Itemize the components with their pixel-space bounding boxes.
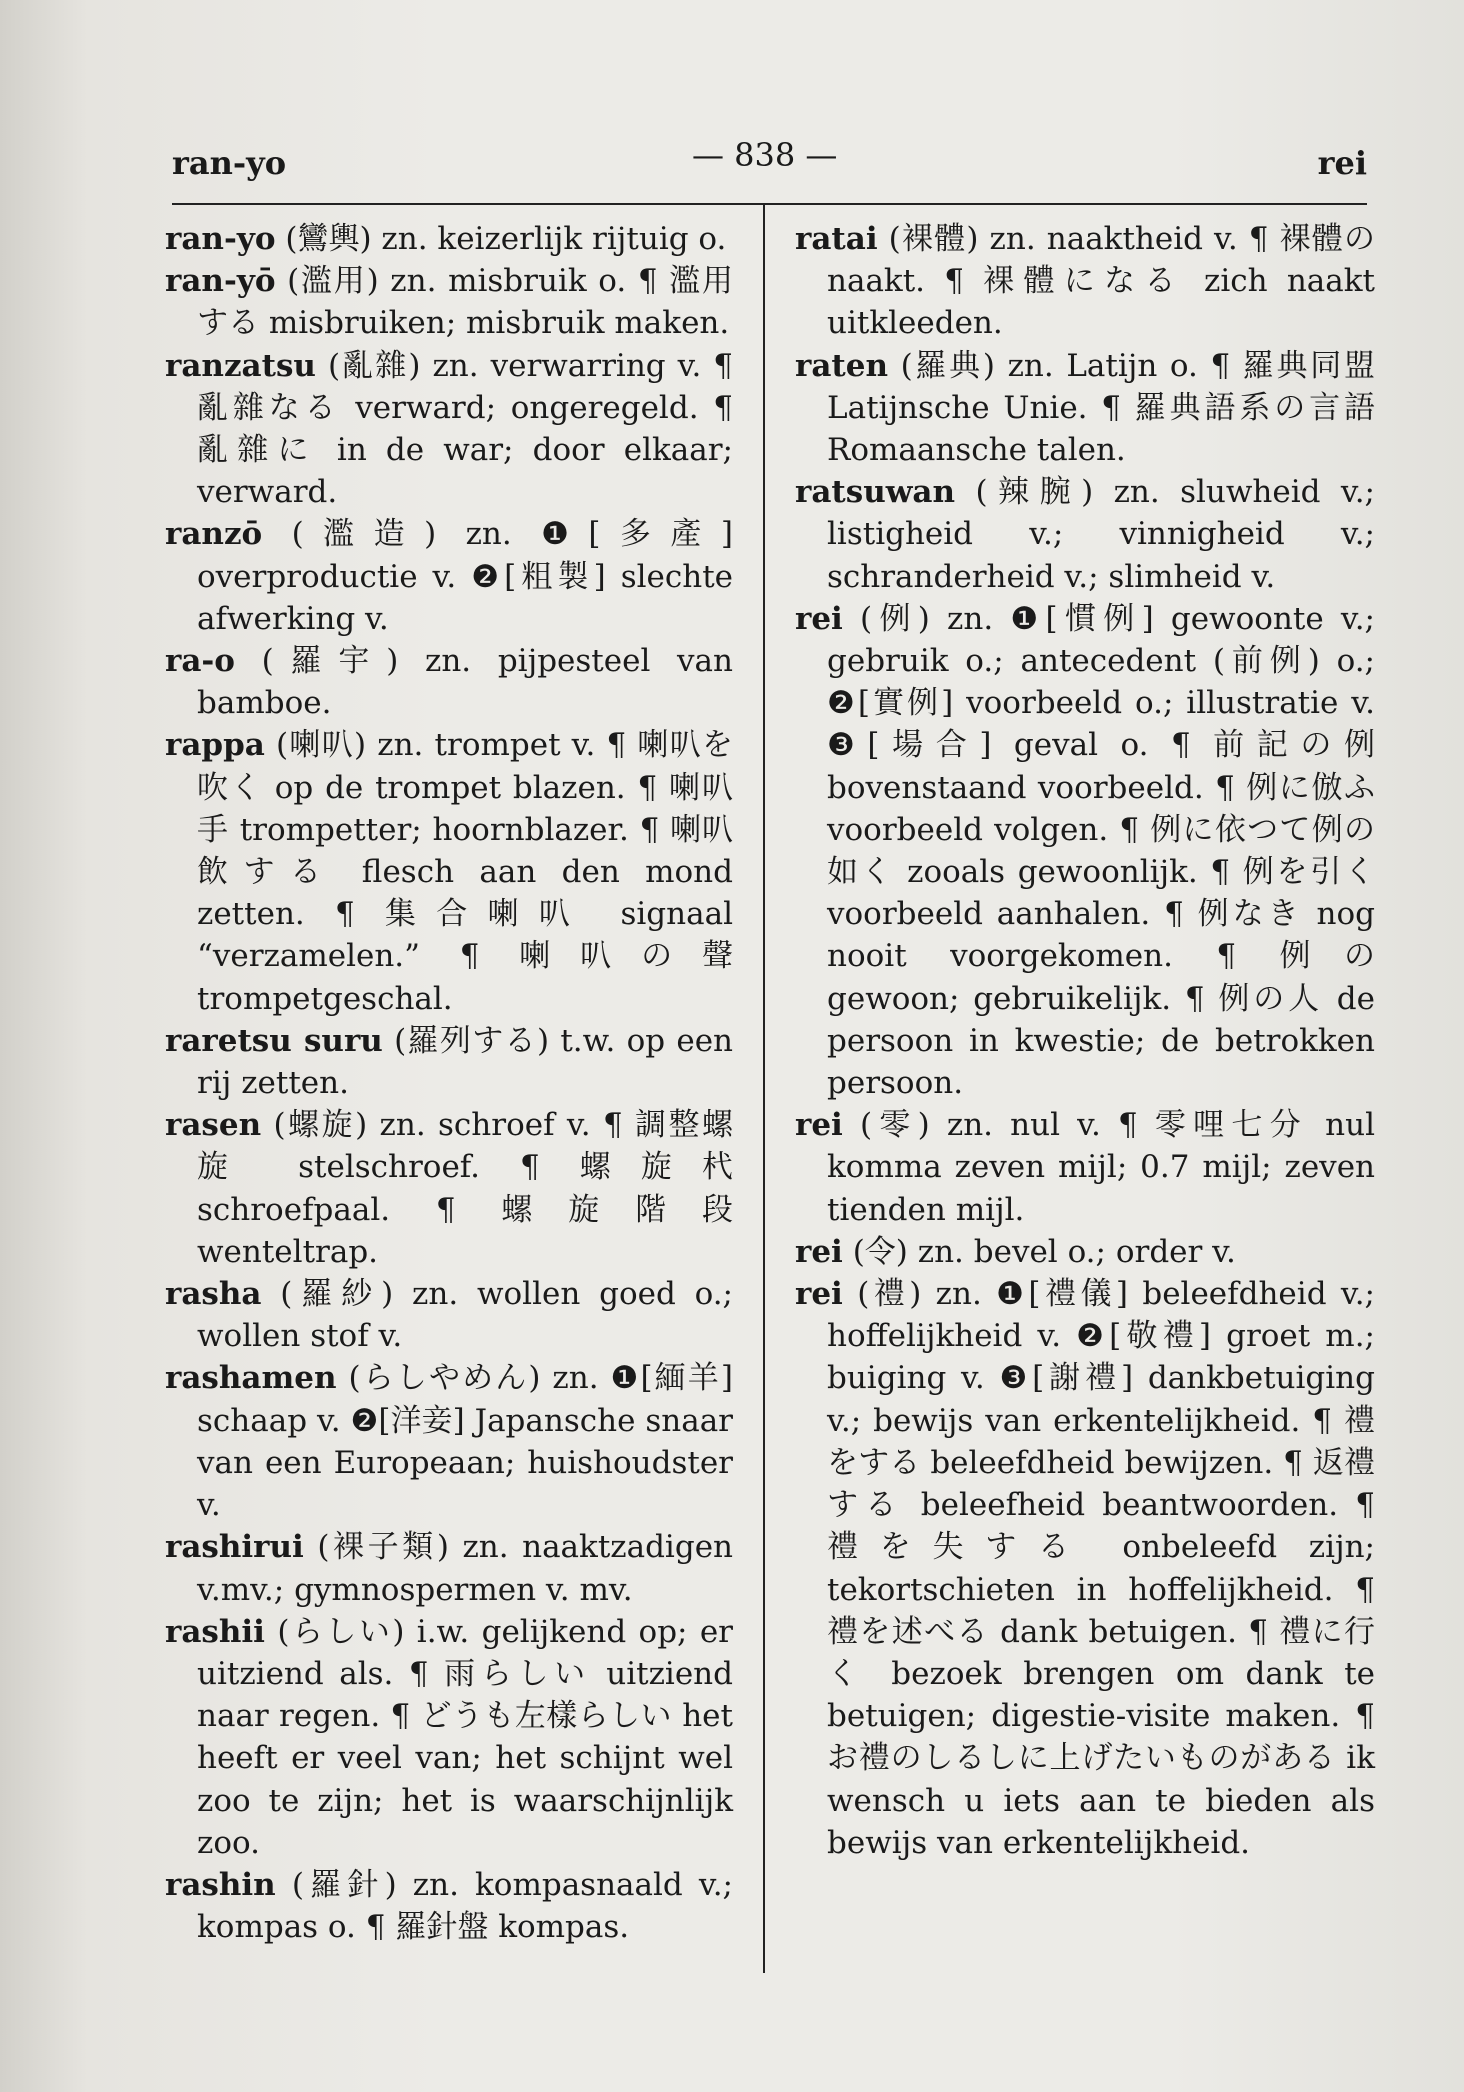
definition: (令) zn. bevel o.; order v. (852, 1233, 1236, 1270)
headword: raretsu suru (165, 1022, 383, 1059)
definition: (辣腕) zn. sluwheid v.; listigheid v.; vinnigheid v.; schranderheid v.; slimheid v. (827, 474, 1375, 595)
right-column (795, 218, 1375, 1864)
entry (795, 1273, 1375, 1864)
definition: (裸子類) zn. naaktzadigen v.mv.; gymnospermen v. mv. (197, 1529, 733, 1608)
entry (795, 345, 1375, 472)
entry (795, 598, 1375, 1104)
headword: ratsuwan (795, 474, 956, 511)
entry (165, 1526, 733, 1610)
entry (165, 1357, 733, 1526)
definition: (らしやめん) zn. ❶[緬羊] schaap v. ❷[洋妾] Japansche snaar van een Europeaan; huishoudster v. (197, 1360, 734, 1524)
headword: ratai (795, 221, 878, 257)
entry (165, 724, 733, 1019)
definition: (らしい) i.w. gelijkend op; er uitziend als. ¶ 雨らしい uitziend naar regen. ¶ どうも左樣らしい het heeft er veel van; het schijnt wel zoo te zijn; het is waarschijnlijk zoo. (197, 1613, 733, 1861)
definition: (裸體) zn. naaktheid v. ¶ 裸體の naakt. ¶ 裸體になる zich naakt uitkleeden. (827, 221, 1375, 342)
headword: rashin (165, 1866, 276, 1903)
column-divider (763, 205, 765, 1973)
definition: (零) zn. nul v. ¶ 零哩七分 nul komma zeven mijl; 0.7 mijl; zeven tienden mijl. (827, 1107, 1375, 1228)
headword: rei (795, 1107, 843, 1144)
entry (795, 1104, 1375, 1231)
headword: rashirui (165, 1529, 304, 1566)
headword: ra-o (165, 643, 235, 680)
headword: rei (795, 1233, 843, 1270)
left-column (165, 218, 733, 1948)
definition: (羅紗) zn. wollen goed o.; wollen stof v. (197, 1276, 734, 1355)
entry (165, 1864, 733, 1948)
header-rule (172, 203, 1367, 205)
definition: (羅列する) t.w. op een rij zetten. (197, 1022, 733, 1102)
entry (165, 260, 733, 344)
headword: rasen (165, 1107, 262, 1144)
headword: ran-yō (165, 263, 276, 300)
headword: rashii (165, 1613, 265, 1650)
entry (795, 218, 1375, 345)
entry (795, 1231, 1375, 1273)
entry (165, 218, 733, 260)
entry (165, 1104, 733, 1273)
headword: ranzatsu (165, 347, 316, 384)
definition: (羅典) zn. Latijn o. ¶ 羅典同盟 Latijnsche Unie. ¶ 羅典語系の言語 Romaansche talen. (827, 347, 1375, 469)
headword: raten (795, 347, 888, 384)
definition: (羅宇) zn. pijpesteel van bamboe. (197, 643, 733, 722)
headword: rashamen (165, 1360, 337, 1397)
definition: (亂雜) zn. verwarring v. ¶ 亂雜なる verward; ongeregeld. ¶ 亂雜に in de war; door elkaar; verward. (197, 347, 733, 511)
headword: ranzō (165, 516, 263, 553)
definition: (濫造) zn. ❶[多產] overproductie v. ❷[粗製] slechte afwerking v. (197, 516, 733, 637)
headword: rei (795, 600, 843, 637)
running-head-left: ran-yo (172, 144, 287, 182)
definition: (禮) zn. ❶[禮儀] beleefdheid v.; hoffelijkheid v. ❷[敬禮] groet m.; buiging v. ❸[謝禮] dankbetuiging v.; bewijs van erkentelijkheid. ¶ 禮をする beleefdheid bewijzen. ¶ 返禮する beleefheid beantwoorden. ¶ 禮を失する onbeleefd zijn; tekortschieten in hoffelijkheid. ¶ 禮を述べる dank betuigen. ¶ 禮に行く bezoek brengen om dank te betuigen; digestie-visite maken. ¶ お禮のしるしに上げたいものがある ik wensch u iets aan te bieden als bewijs van erkentelijkheid. (827, 1276, 1375, 1861)
entry (795, 471, 1375, 598)
page-number: — 838 — (692, 136, 838, 174)
definition: (螺旋) zn. schroef v. ¶ 調整螺旋 stelschroef. ¶ 螺旋杙 schroefpaal. ¶ 螺旋階段 wenteltrap. (197, 1107, 734, 1270)
definition: (羅針) zn. kompasnaald v.; kompas o. ¶ 羅針盤 kompas. (197, 1866, 733, 1946)
headword: ran-yo (165, 221, 276, 257)
headword: rei (795, 1276, 843, 1313)
headword: rasha (165, 1276, 262, 1313)
entry (165, 345, 733, 514)
entry (165, 1020, 733, 1104)
running-head-right: rei (1317, 144, 1367, 182)
definition: (鸞輿) zn. keizerlijk rijtuig o. (285, 221, 727, 257)
entry (165, 640, 733, 724)
definition: (例) zn. ❶[慣例] gewoonte v.; gebruik o.; antecedent (前例) o.; ❷[實例] voorbeeld o.; illustratie v. ❸[場合] geval o. ¶ 前記の例 bovenstaand voorbeeld. ¶ 例に倣ふ voorbeeld volgen. ¶ 例に依つて例の如く zooals gewoonlijk. ¶ 例を引く voorbeeld aanhalen. ¶ 例なき nog nooit voorgekomen. ¶ 例の gewoon; gebruikelijk. ¶ 例の人 de persoon in kwestie; de betrokken persoon. (827, 600, 1375, 1102)
definition: (喇叭) zn. trompet v. ¶ 喇叭を吹く op de trompet blazen. ¶ 喇叭手 trompetter; hoornblazer. ¶ 喇叭飲する flesch aan den mond zetten. ¶ 集合喇叭 signaal “verzamelen.” ¶ 喇叭の聲 trompetgeschal. (197, 727, 733, 1017)
headword: rappa (165, 727, 265, 764)
entry (165, 1611, 733, 1864)
definition: (濫用) zn. misbruik o. ¶ 濫用する misbruiken; misbruik maken. (197, 263, 733, 342)
running-head (172, 128, 1367, 182)
entry (165, 513, 733, 640)
entry (165, 1273, 733, 1357)
